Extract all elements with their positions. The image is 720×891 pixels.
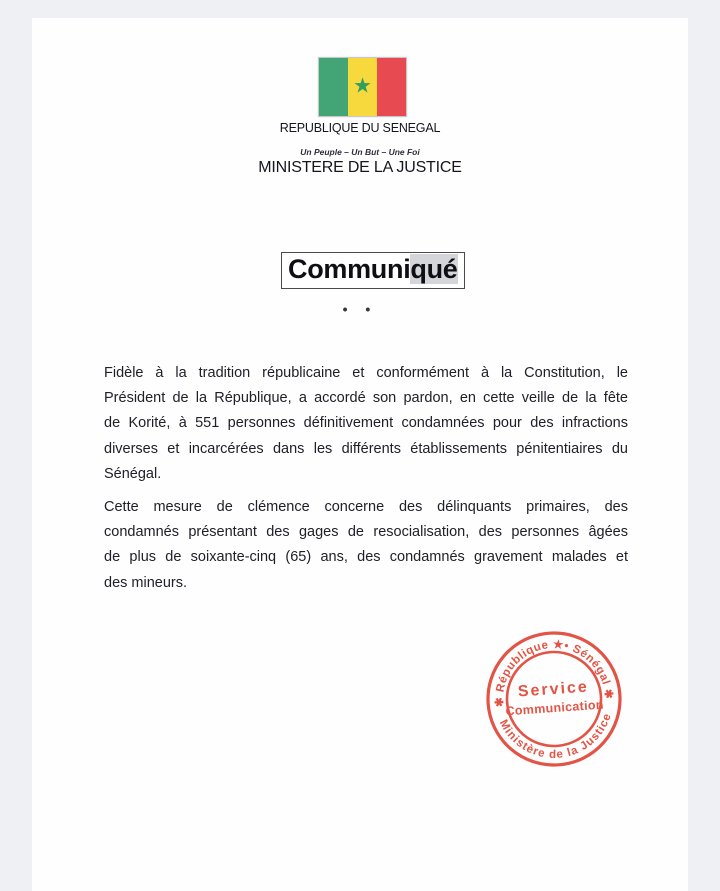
text-line: de plus de soixante-cinq (65) ans, des condamnés gravement malades et xyxy=(104,549,628,566)
text-line: Président de la République, a accordé son pardon, en cette veille de la fête xyxy=(104,390,628,407)
stamp-service-text: Service xyxy=(517,678,590,701)
national-motto: Un Peuple – Un But – Une Foi xyxy=(300,147,420,157)
paragraph-1 xyxy=(104,361,628,487)
text-line: Sénégal. xyxy=(104,465,162,482)
flag-yellow-stripe xyxy=(348,58,377,116)
title-separator-dots: • • xyxy=(342,301,378,317)
stamp-arc-bottom-text: Ministère de la Justice xyxy=(496,711,614,762)
text-line: diverses et incarcérées dans les différents établissements pénitentiaires du xyxy=(104,440,628,457)
text-line: de Korité, à 551 personnes définitivement condamnées pour des infractions xyxy=(104,415,628,432)
text-line: Fidèle à la tradition républicaine et conformément à la Constitution, le xyxy=(104,365,628,381)
flag-red-stripe xyxy=(377,58,406,116)
republic-title: REPUBLIQUE DU SENEGAL xyxy=(279,121,441,135)
title-text-plain: Communi xyxy=(288,254,411,284)
text-line: des mineurs. xyxy=(104,574,188,591)
title-text-highlighted: qué xyxy=(410,254,458,284)
flag-green-stripe xyxy=(319,58,348,116)
senegal-flag xyxy=(318,57,407,117)
flag-star-icon: ★ xyxy=(353,74,372,98)
text-line: Cette mesure de clémence concerne des délinquants primaires, des xyxy=(104,499,628,515)
stamp-arc-top-text: ✱ République ★• Sénégal ✱ xyxy=(493,638,615,708)
ministry-stamp xyxy=(463,608,644,789)
ministry-title: MINISTERE DE LA JUSTICE xyxy=(258,159,462,176)
communique-page xyxy=(32,18,688,891)
stamp-communication-text: Communication xyxy=(505,697,605,719)
text-line: condamnés présentant des gages de resocialisation, des personnes âgées xyxy=(104,524,628,541)
paragraph-2 xyxy=(104,495,628,596)
communique-title xyxy=(281,252,465,289)
